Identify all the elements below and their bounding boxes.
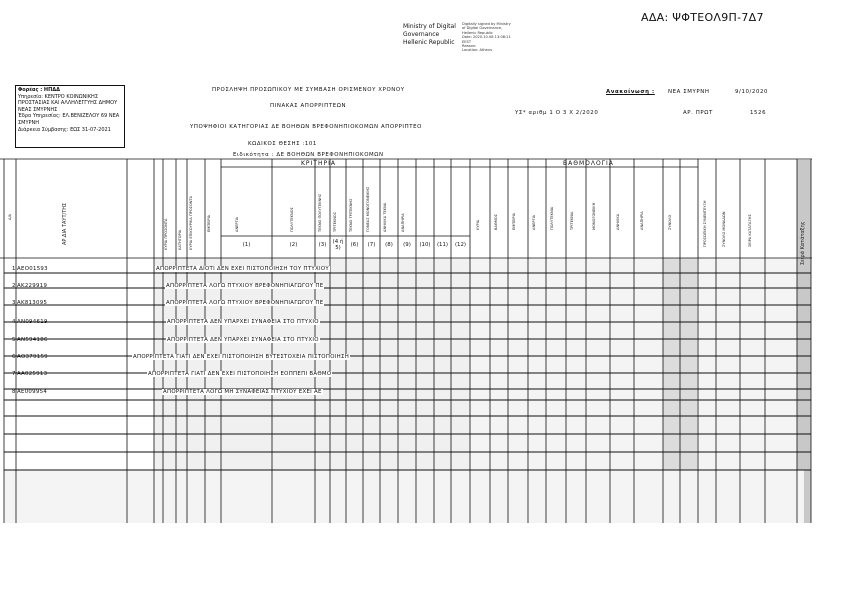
column-header-vertical: ΚΥΡΙΑ ΕΠΙΚΟΥΡΙΚΑ ΠΡΟΣΟΝΤΑ (189, 195, 193, 250)
signature-line: Reason: (462, 44, 477, 49)
announcement-label: Ανακοίνωση : (606, 89, 655, 95)
announcement-date: 9/10/2020 (735, 89, 769, 95)
column-number: (6) (350, 242, 359, 248)
column-number: (9) (403, 242, 411, 248)
column-number: (7) (367, 242, 376, 248)
column-number: (3) (318, 242, 327, 248)
row-number: 8 (12, 389, 16, 395)
criteria-group-header: ΚΡΙΤΗΡΙΑ (301, 160, 336, 167)
authority-line: Φορέας : ΗΠΔΔ (18, 87, 61, 93)
score-header: ΑΝΗΛΙΚΑ (616, 213, 620, 230)
authority-line: ΠΡΟΣΤΑΣΙΑΣ ΚΑΙ ΑΛΛΗΛΕΓΓΥΗΣ ΔΗΜΟΥ (18, 100, 118, 107)
ada-code: ΑΔΑ: ΨΦΤΕΟΛ9Π-7Δ7 (641, 11, 764, 24)
document-title: ΠΡΟΣΛΗΨΗ ΠΡΟΣΩΠΙΚΟΥ ΜΕ ΣΥΜΒΑΣΗ ΟΡΙΣΜΕΝΟΥ ΧΡΟΝΟΥ (212, 87, 405, 93)
reference: ΥΣ* αριθμ 1 Ο 3 Χ 2/2020 (515, 110, 599, 116)
column-number: (8) (385, 242, 393, 248)
place: ΝΕΑ ΣΜΥΡΝΗ (668, 89, 710, 95)
authority-line: Διάρκεια Σύμβασης: ΕΩΣ 31-07-2021 (18, 126, 111, 133)
score-header: ΣΥΝΟΛΟ (668, 214, 672, 230)
row-id-number: ΑΚ813095 (17, 300, 48, 306)
authority-line: Έδρα Υπηρεσίας: ΕΛ.ΒΕΝΙΖΕΛΟΥ 69 ΝΕΑ ΣΜΥΡΝΗ (18, 113, 120, 126)
rejection-reason: ΑΠΟΡΡΙΠΤΕΤΑ ΛΟΓΩ ΜΗ ΣΥΝΑΦΕΙΑΣ ΠΤΥΧΙΟΥ ΕΧΕΙ ΑΕ (163, 389, 322, 395)
ministry-line: Ministry of Digital (403, 23, 456, 30)
specialty: Ειδικότητα : ΔΕ ΒΟΗΘΩΝ ΒΡΕΦΟΝΗΠΙΟΚΟΜΩΝ (233, 152, 384, 158)
column-header-vertical: ΚΑΤΗΓΟΡΙΑ (178, 229, 182, 250)
score-header: ΑΝΕΡΓΙΑ (532, 214, 536, 230)
column-number: (12) (454, 242, 467, 248)
row-id-number: ΑΕ009954 (17, 389, 48, 395)
signature-line: Digitally signed by Ministry (462, 22, 511, 26)
column-number: (4 ή 5) (332, 239, 344, 251)
criteria-header: ΑΝΕΡΓΙΑ (235, 216, 239, 232)
rejection-reason: ΑΠΟΡΡΙΠΤΕΤΑ ΛΟΓΩ ΠΤΥΧΙΟΥ ΒΡΕΦΟΝΗΠΙΑΓΩΓΟΥ ΠΕ (166, 283, 324, 289)
row-id-number: ΑΝ594186 (17, 337, 48, 343)
authority-line: ΝΕΑΣ ΣΜΥΡΝΗΣ (18, 106, 58, 113)
criteria-header: ΓΟΝΕΑΣ ΜΟΝΟΓΟΝΕΙΚΗΣ (366, 186, 370, 232)
criteria-header: ΤΕΚΝΟ ΠΟΛΥΤΕΚΝΗΣ (318, 193, 322, 232)
candidates-category: ΥΠΟΨΗΦΙΟΙ ΚΑΤΗΓΟΡΙΑΣ ΔΕ ΒΟΗΘΩΝ ΒΡΕΦΟΝΗΠΙΟΚΟΜΩΝ ΑΠΟΡΡΙΠΤΕΟ (190, 124, 423, 130)
rejection-reason: ΑΠΟΡΡΙΠΤΕΤΑ ΔΕΝ ΥΠΑΡΧΕΙ ΣΥΝΑΦΕΙΑ ΣΤΟ ΠΤΥΧΙΟ (167, 319, 319, 325)
column-number: (2) (289, 242, 298, 248)
row-number: 1 (12, 266, 16, 272)
column-number: (1) (242, 242, 251, 248)
scores-group-header: ΒΑΘΜΟΛΟΓΙΑ (563, 160, 614, 167)
column-header-id: ΑΡ.ΔΙΑ ΤΑΥΤ/ΤΗΣ (62, 202, 68, 245)
criteria-header: ΠΟΛΥΤΕΚΝΟΣ (290, 207, 294, 232)
row-id-number: ΑΕΟ01593 (17, 266, 48, 272)
row-id-number: ΑΝ094619 (17, 319, 48, 325)
score-header: ΕΜΠΕΙΡΙΑ (512, 212, 516, 230)
right-column-header: Σειρά Κατάταξης (800, 221, 806, 265)
ministry-line: Governance (403, 31, 440, 38)
column-number: (11) (436, 242, 449, 248)
row-number: 2 (12, 283, 16, 289)
rejection-reason: ΑΠΟΡΡΙΠΤΕΤΑ ΔΕΝ ΥΠΑΡΧΕΙ ΣΥΝΑΦΕΙΑ ΣΤΟ ΠΤΥΧΙΟ (167, 337, 319, 343)
column-header-aa: Α/Α (8, 213, 12, 220)
criteria-header: ΤΕΚΝΟ ΤΡΙΤΕΚΝΗΣ (349, 198, 353, 232)
row-number: 4 (12, 319, 16, 325)
protocol-number: 1526 (750, 110, 767, 116)
row-number: 6 (12, 354, 16, 360)
score-header: ΠΟΛΥΤΕΚΝΙΑ (550, 206, 554, 230)
position-code: ΚΩΔΙΚΟΣ ΘΕΣΗΣ :101 (248, 141, 317, 147)
rejection-reason: ΑΠΟΡΡΙΠΤΕΤΑ ΓΙΑΤΙ ΔΕΝ ΕΧΕΙ ΠΙΣΤΟΠΟΙΗΣΗ ΒΥΤΕΣΤΟΧΕΙΑ ΠΙΣΤΟΠΟΙΗΣΗ (133, 354, 350, 360)
score-header: ΚΥΡΙΑ (476, 219, 480, 230)
row-number: 5 (12, 337, 16, 343)
column-header-vertical: ΚΥΡΙΑ ΠΡΟΣΟΝΤΑ (164, 218, 168, 250)
signature-line: Location: Athens (462, 48, 492, 53)
row-number: 3 (12, 300, 16, 306)
ministry-line: Hellenic Republic (403, 39, 455, 46)
score-header: ΤΡΙΤΕΚΝΙΑ (570, 211, 574, 230)
signature-line: Date: 2020.10.08 13:08:21 (462, 35, 511, 40)
rejection-reason: ΑΠΟΡΡΙΠΤΕΤΑ ΛΟΓΩ ΠΤΥΧΙΟΥ ΒΡΕΦΟΝΗΠΙΑΓΩΓΟΥ ΠΕ (166, 300, 324, 306)
right-column-header: ΣΥΝΟΛΟ ΜΟΝΑΔΩΝ (722, 211, 726, 247)
score-header: ΜΟΝΟΓΟΝΕΙΚΗ (592, 202, 596, 230)
right-column-header: ΣΕΙΡΑ ΚΑΤΑΤΑΞΗΣ (748, 214, 752, 247)
criteria-header: ΑΝΑΠΗΡΙΑ (401, 213, 405, 232)
row-id-number: ΑΟ379159 (17, 354, 48, 360)
signature-line: of Digital Governance, (462, 26, 503, 31)
row-id-number: ΑΑ025913 (17, 371, 48, 377)
signature-line: Hellenic Republic (462, 30, 493, 35)
rejection-reason: ΑΠΟΡΡΙΠΤΕΤΑ ΓΙΑΤΙ ΔΕΝ ΕΧΕΙ ΠΙΣΤΟΠΟΙΗΣΗ ΕΟΠΠΕΠΙ ΒΑΘΜΟ (148, 371, 332, 377)
authority-line: Υπηρεσία: ΚΕΝΤΡΟ ΚΟΙΝΩΝΙΚΗΣ (18, 93, 98, 100)
rejection-reason: ΑΠΟΡΡΙΠΤΕΤΑ ΔΙΟΤΙ ΔΕΝ ΕΧΕΙ ΠΙΣΤΟΠΟΙΗΣΗ ΤΟΥ ΠΤΥΧΙΟΥ (156, 266, 329, 272)
table-title: ΠΙΝΑΚΑΣ ΑΠΟΡΡΙΠΤΕΩΝ (270, 103, 347, 109)
signature-line: EEST (462, 39, 472, 44)
column-number: (10) (419, 242, 431, 248)
criteria-header: ΤΡΙΤΕΚΝΟΣ (333, 211, 337, 232)
score-header: ΒΑΘΜΟΣ (494, 214, 498, 230)
row-number: 7 (12, 371, 16, 377)
score-header: ΑΝΑΠΗΡΙΑ (640, 211, 644, 230)
criteria-header: ΕΜΠΕΙΡΙΑ (207, 214, 211, 232)
protocol-label: ΑΡ. ΠΡΩΤ (683, 110, 713, 116)
criteria-header: ΑΝΗΛΙΚΑ ΤΕΚΝΑ (383, 202, 387, 232)
row-id-number: ΑΚ229919 (17, 283, 48, 289)
right-column-header: ΠΡΟΣΩΠΙΚΗ ΣΥΝΕΝΤΕΥΞΗ (703, 200, 707, 247)
